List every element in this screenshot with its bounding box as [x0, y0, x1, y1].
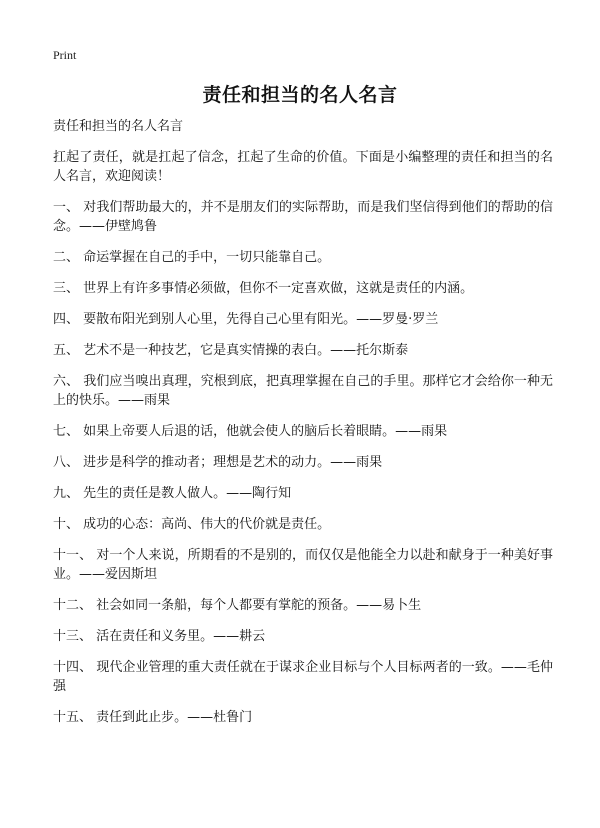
quote-item: 十二、 社会如同一条船，每个人都要有掌舵的预备。——易卜生	[53, 598, 422, 613]
quote-item: 三、 世界上有许多事情必须做，但你不一定喜欢做，这就是责任的内涵。	[53, 281, 474, 296]
quote-item: 十、 成功的心态：高尚、伟大的代价就是责任。	[53, 517, 331, 532]
page-title: 责任和担当的名人名言	[202, 84, 398, 106]
article-body	[53, 117, 553, 739]
quote-item: 一、 对我们帮助最大的，并不是朋友们的实际帮助，而是我们坚信得到他们的帮助的信念。——伊壁鸠鲁	[53, 200, 553, 234]
quote-item: 四、 要散布阳光到别人心里，先得自己心里有阳光。——罗曼·罗兰	[53, 312, 439, 327]
print-link[interactable]: Print	[53, 48, 77, 62]
quote-item: 十一、 对一个人来说，所期看的不是别的，而仅仅是他能全力以赴和献身于一种美好事业。——爱因斯坦	[53, 548, 553, 582]
article-subtitle: 责任和担当的名人名言	[53, 119, 184, 134]
quote-item: 十五、 责任到此止步。——杜鲁门	[53, 710, 253, 725]
article-intro: 扛起了责任，就是扛起了信念，扛起了生命的价值。下面是小编整理的责任和担当的名人名言，欢迎阅读！	[53, 150, 553, 184]
quote-item: 十三、 活在责任和义务里。——耕云	[53, 629, 266, 644]
quote-item: 六、 我们应当嗅出真理，究根到底，把真理掌握在自己的手里。那样它才会给你一种无上的快乐。——雨果	[53, 374, 553, 408]
quote-item: 二、 命运掌握在自己的手中，一切只能靠自己。	[53, 250, 331, 265]
quote-item: 五、 艺术不是一种技艺，它是真实情操的表白。——托尔斯泰	[53, 343, 409, 358]
quote-item: 九、 先生的责任是教人做人。——陶行知	[53, 486, 292, 501]
quote-item: 七、 如果上帝要人后退的话，他就会使人的脑后长着眼睛。——雨果	[53, 424, 448, 439]
quote-item: 八、 进步是科学的推动者；理想是艺术的动力。——雨果	[53, 455, 383, 470]
quote-item: 十四、 现代企业管理的重大责任就在于谋求企业目标与个人目标两者的一致。——毛仲强	[53, 660, 553, 694]
